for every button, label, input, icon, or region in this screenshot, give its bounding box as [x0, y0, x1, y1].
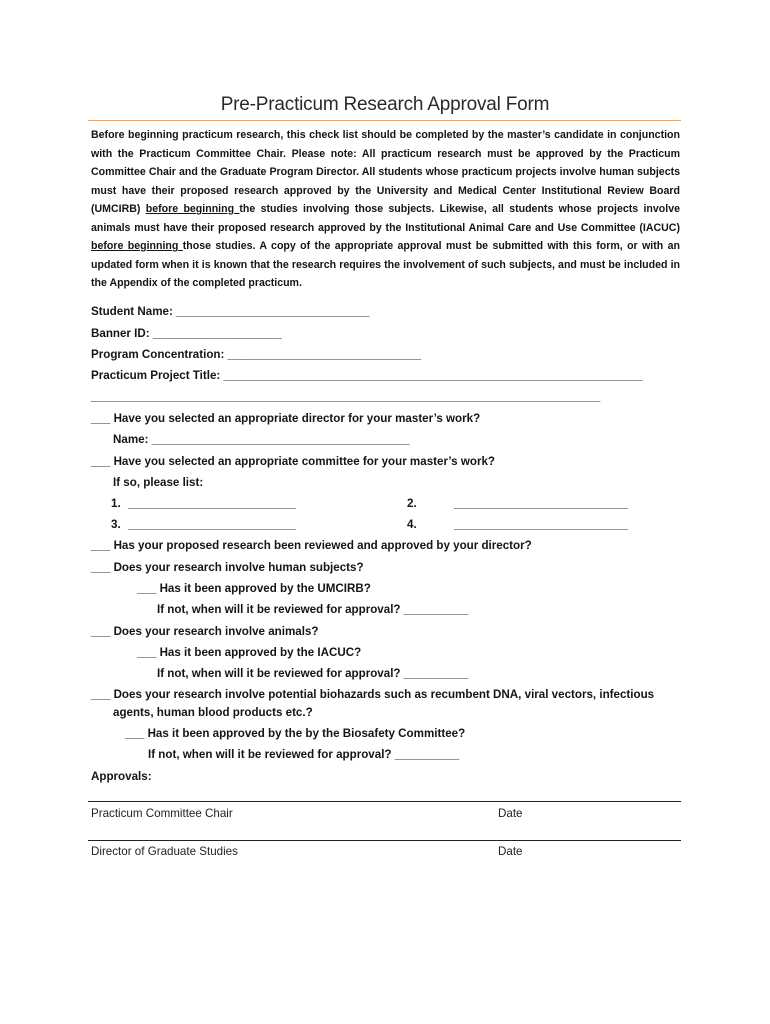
intro-text-1: Before beginning practicum research, this check list should be completed by the master’s candidate in conjunction with the Practicum Committee Chair. Please note: All practicum research must be approved by the Practicum Committee Chair and the Graduate Program Director. All students whose practicum projects involve human subjects must have their proposed research approved by the University and Medical Center Institutional Review Board (UMCIRB) — [91, 129, 680, 215]
intro-underline-2: ) before beginning — [91, 221, 680, 252]
title-underline — [88, 120, 681, 121]
form-title: Pre-Practicum Research Approval Form — [220, 94, 550, 115]
committee-member-3-number: 3. — [111, 518, 121, 531]
question-umcirb[interactable]: ___ Has it been approved by the UMCIRB? — [137, 582, 371, 595]
director-date-label: Date — [498, 845, 523, 858]
committee-member-4-number: 4. — [407, 518, 417, 531]
committee-member-1-number: 1. — [111, 497, 121, 510]
question-biohazards[interactable]: ___ Does your research involve potential biohazards such as recumbent DNA, viral vectors, infectious — [91, 688, 655, 701]
intro-text-3: those studies. A copy of the appropriate approval must be submitted with this form, or with an updated form when it is known that the research requires the involvement of such subjects, and must be included in the Appendix of the completed practicum. — [91, 240, 680, 289]
question-iacuc[interactable]: ___ Has it been approved by the IACUC? — [137, 646, 362, 659]
question-director[interactable]: ___ Have you selected an appropriate director for your master’s work? — [91, 412, 481, 425]
director-signature-label: Director of Graduate Studies — [91, 845, 238, 858]
intro-text-2: the studies involving those subjects. Likewise, all students whose projects involve animals must have their proposed research approved by the Institutional Animal Care and Use Committee (IACUC — [91, 203, 680, 234]
approvals-heading: Approvals: — [91, 770, 152, 783]
project-title-field[interactable]: Practicum Project Title: _________________________________________________________________ — [91, 369, 643, 382]
project-title-continuation[interactable]: _______________________________________________________________________________ — [91, 390, 601, 403]
chair-signature-line[interactable] — [88, 801, 681, 802]
question-reviewed[interactable]: ___ Has your proposed research been reviewed and approved by your director? — [91, 539, 532, 552]
instructions-paragraph — [91, 126, 680, 293]
chair-signature-label: Practicum Committee Chair — [91, 807, 233, 820]
iacuc-review-date-field[interactable]: If not, when will it be reviewed for approval? __________ — [157, 667, 469, 680]
committee-member-3-field[interactable]: __________________________ — [128, 518, 296, 531]
director-name-field[interactable]: Name: ________________________________________ — [113, 433, 410, 446]
committee-member-4-field[interactable]: ___________________________ — [454, 518, 629, 531]
question-human-subjects[interactable]: ___ Does your research involve human subjects? — [91, 561, 364, 574]
student-name-field[interactable]: Student Name: ______________________________ — [91, 305, 370, 318]
chair-date-label: Date — [498, 807, 523, 820]
question-biohazards-continued: agents, human blood products etc.? — [113, 706, 313, 719]
director-signature-line[interactable] — [88, 840, 681, 841]
intro-underline-1: before beginning — [145, 203, 240, 215]
biosafety-review-date-field[interactable]: If not, when will it be reviewed for approval? __________ — [148, 748, 460, 761]
umcirb-review-date-field[interactable]: If not, when will it be reviewed for approval? __________ — [157, 603, 469, 616]
committee-member-2-number: 2. — [407, 497, 417, 510]
committee-member-2-field[interactable]: ___________________________ — [454, 497, 629, 510]
committee-member-1-field[interactable]: __________________________ — [128, 497, 296, 510]
banner-id-field[interactable]: Banner ID: ____________________ — [91, 327, 282, 340]
program-concentration-field[interactable]: Program Concentration: ______________________________ — [91, 348, 421, 361]
question-committee[interactable]: ___ Have you selected an appropriate committee for your master’s work? — [91, 455, 495, 468]
question-biosafety[interactable]: ___ Has it been approved by the by the Biosafety Committee? — [125, 727, 466, 740]
question-animals[interactable]: ___ Does your research involve animals? — [91, 625, 319, 638]
committee-list-label: If so, please list: — [113, 476, 204, 489]
